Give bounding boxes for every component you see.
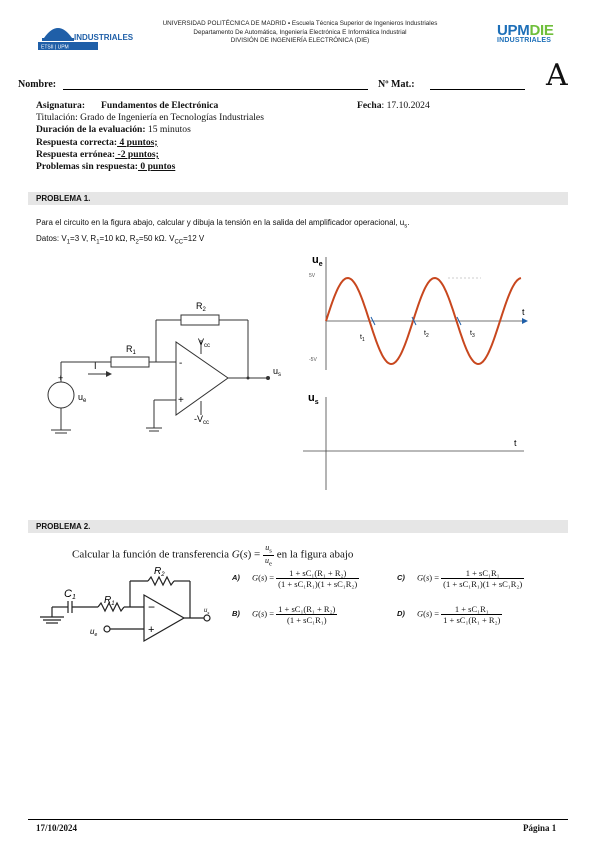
c1-label: C1	[64, 588, 76, 601]
vcc-pos-label: $V_{cc}$	[198, 337, 211, 349]
ue-axis-label: $u_e$	[312, 254, 323, 268]
problem2-title: PROBLEMA 2.	[28, 520, 568, 533]
option-a[interactable]: A) G(s) = $\frac{\text{1 + sC₁(R₁ + R₂)}}{\text{(1 + sC₁R₁)(1 + sC₁R₂)}}$	[232, 568, 358, 589]
footer-rule	[28, 819, 568, 820]
exam-version-letter: A	[546, 58, 568, 93]
vcc-neg-label: $-V_{cc}$	[194, 414, 209, 426]
output-label: $u_s$	[273, 366, 282, 378]
industriales-logo	[38, 18, 133, 57]
ymin-label: -5V	[309, 357, 317, 363]
r1-label: $R_1$	[126, 344, 136, 356]
upm-die-logo: UPMDIE INDUSTRIALES	[497, 22, 554, 44]
exam-date: Fecha: 17.10.2024	[357, 100, 430, 111]
us-axis-label: $u_s$	[308, 392, 319, 406]
inv-sign-2: −	[148, 600, 156, 614]
t2-label: $t_2$	[424, 330, 429, 339]
input-label: $u_e$	[78, 392, 87, 404]
output-waveform-graph	[298, 385, 538, 495]
ue-label-2: $u_e$	[90, 627, 98, 638]
inv-sign: -	[179, 358, 183, 369]
header-line-3: DIVISIÓN DE INGENIERÍA ELECTRÓNICA (DIE)	[230, 37, 370, 45]
option-d[interactable]: D) G(s) = $\frac{\text{1 + sC₁R₁}}{\text{1 + sC₁(R₁ + R₂)}}$	[397, 604, 501, 625]
t-axis-label-2: t	[514, 438, 517, 448]
noninv-sign-2: +	[148, 624, 155, 636]
mat-field[interactable]	[430, 89, 525, 90]
noninv-sign: +	[178, 395, 184, 406]
ymax-label: 5V	[309, 273, 316, 279]
option-b[interactable]: B) G(s) = $\frac{\text{1 + sC₁(R₁ + R₂)}}{\text{(1 + sC₁R₁)}}$	[232, 604, 336, 625]
option-c[interactable]: C) G(s) = $\frac{\text{1 + sC₁R₁}}{\text{(1 + sC₁R₁)(1 + sC₁R₂)}}$	[397, 568, 523, 589]
t1-label: $t_1$	[360, 334, 365, 343]
header-line-1: UNIVERSIDAD POLITÉCNICA DE MADRID ▪ Escuela Técnica Superior de Ingenieros Industriales	[162, 20, 438, 27]
name-field[interactable]	[63, 89, 368, 90]
problem1-statement: Para el circuito en la figura abajo, calcular y dibuja la tensión en la salida del amplificador operacional, $u_s$. Datos: $V_1=3$ V, $R_1=10$ kΩ, $R_2=50$ kΩ. $V_{CC}=12$ V	[36, 218, 410, 246]
institution-header	[140, 20, 460, 46]
exam-info: Asignatura: Fundamentos de Electrónica Titulación: Grado de Ingeniería en Tecnologías Industriales Duración de la evaluación: 15 minutos Respuesta correcta: 4 puntos; Respuesta errónea: -2 puntos; Problemas sin respuesta: 0 puntos	[36, 100, 264, 173]
current-label: I	[94, 361, 97, 371]
mat-label: Nº Mat.:	[378, 79, 415, 90]
r2-label-2: $R_2$	[154, 566, 165, 578]
input-waveform-graph	[298, 245, 538, 375]
svg-text:INDUSTRIALES: INDUSTRIALES	[74, 33, 133, 42]
r2-label: $R_2$	[196, 301, 206, 313]
header-line-2: Departamento De Automática, Ingeniería Electrónica E Informática Industrial	[193, 28, 407, 36]
problem2-statement: Calcular la función de transferencia G(s) = $\frac{u_s}{u_e}$ en la figura abajo	[72, 543, 354, 568]
r1-label-2: $R_1$	[104, 595, 115, 607]
problem1-circuit	[36, 290, 296, 440]
t-axis-label: t	[522, 307, 525, 317]
problem1-title: PROBLEMA 1.	[28, 192, 568, 205]
name-label: Nombre:	[18, 79, 57, 90]
problem2-circuit	[38, 563, 223, 643]
footer-date: 17/10/2024	[36, 823, 78, 833]
source-plus: +	[58, 373, 64, 383]
us-label-2: $u_s$	[204, 608, 210, 615]
t3-label: $t_3$	[470, 330, 475, 339]
page-number: Página 1	[523, 823, 557, 833]
svg-text:ETSII | UPM: ETSII | UPM	[41, 44, 69, 51]
